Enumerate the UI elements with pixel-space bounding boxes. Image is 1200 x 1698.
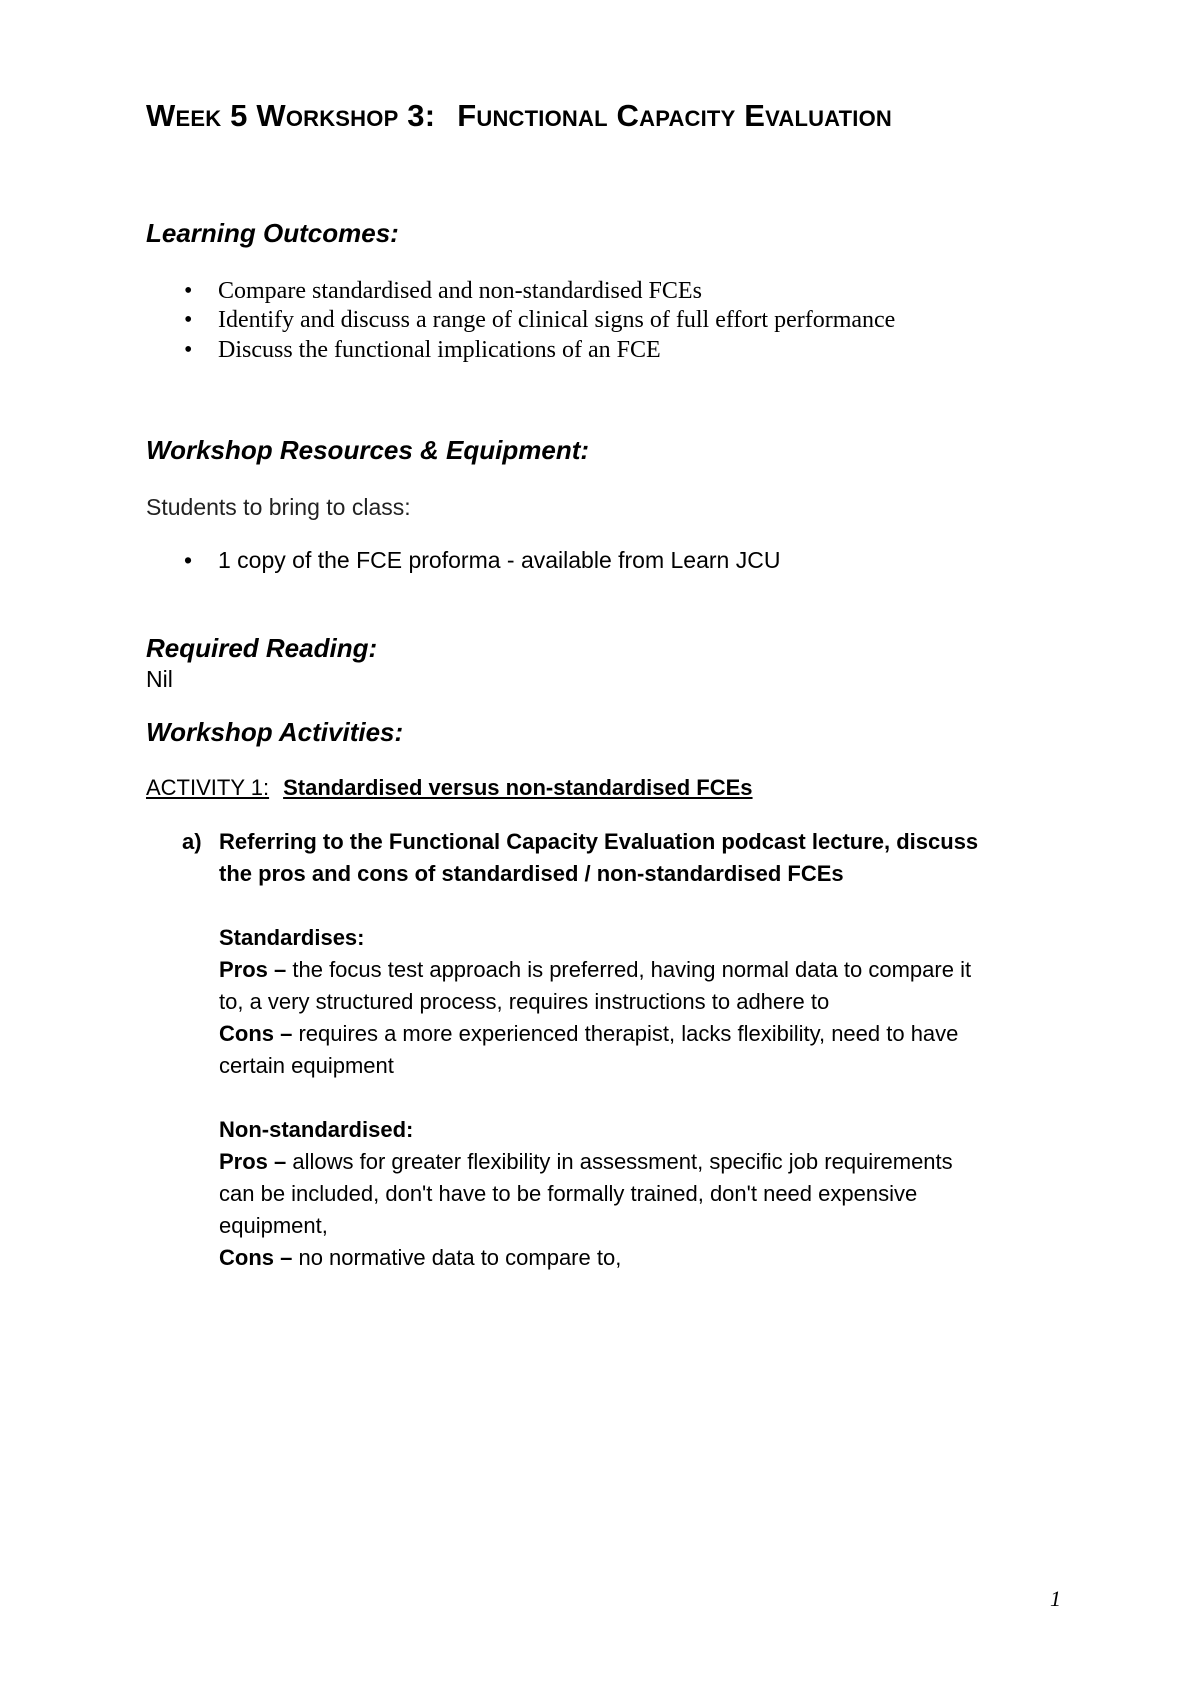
bullet-icon: • [184, 307, 193, 333]
question-marker: a) [182, 829, 202, 854]
bullet-icon: • [184, 278, 193, 304]
bullet-icon: • [184, 337, 193, 363]
activity-1-title: Standardised versus non-standardised FCEs [283, 775, 753, 800]
list-item: • Discuss the functional implications of an FCE [184, 337, 661, 363]
standardised-cons: Cons – requires a more experienced therapist, lacks flexibility, need to have [219, 1021, 959, 1046]
activity-1-label: ACTIVITY 1: [146, 775, 270, 800]
list-item: • Identify and discuss a range of clinical signs of full effort performance [184, 307, 896, 333]
required-reading-heading: Required Reading: [146, 633, 378, 663]
standardised-pros: Pros – the focus test approach is preferred, having normal data to compare it [219, 957, 972, 982]
standardised-heading: Standardises: [219, 925, 365, 950]
title-week-workshop: Week 5 Workshop 3: [146, 98, 436, 133]
activity-1-heading [146, 775, 753, 801]
page-title [146, 98, 892, 134]
standardised-pros-cont: to, a very structured process, requires instructions to adhere to [219, 989, 830, 1014]
list-item: • 1 copy of the FCE proforma - available from Learn JCU [184, 547, 781, 573]
title-topic: Functional Capacity Evaluation [457, 98, 892, 133]
non-standardised-heading: Non-standardised: [219, 1117, 414, 1142]
resources-heading: Workshop Resources & Equipment: [146, 435, 590, 465]
standardised-cons-cont: certain equipment [219, 1053, 394, 1078]
learning-outcomes-heading: Learning Outcomes: [146, 218, 399, 248]
workshop-activities-heading: Workshop Activities: [146, 717, 404, 747]
non-standardised-pros: Pros – allows for greater flexibility in assessment, specific job requirements [219, 1149, 953, 1174]
page-number: 1 [1050, 1586, 1061, 1611]
non-standardised-pros-cont: can be included, don't have to be formally trained, don't need expensive [219, 1181, 918, 1206]
non-standardised-pros-cont: equipment, [219, 1213, 328, 1238]
question-line: Referring to the Functional Capacity Evaluation podcast lecture, discuss [219, 829, 979, 854]
non-standardised-cons: Cons – no normative data to compare to, [219, 1245, 622, 1270]
required-reading-text: Nil [146, 666, 173, 692]
question-line: the pros and cons of standardised / non-standardised FCEs [219, 861, 844, 886]
list-item: • Compare standardised and non-standardised FCEs [184, 278, 702, 304]
bullet-icon: • [184, 547, 193, 573]
resources-intro: Students to bring to class: [146, 494, 411, 520]
